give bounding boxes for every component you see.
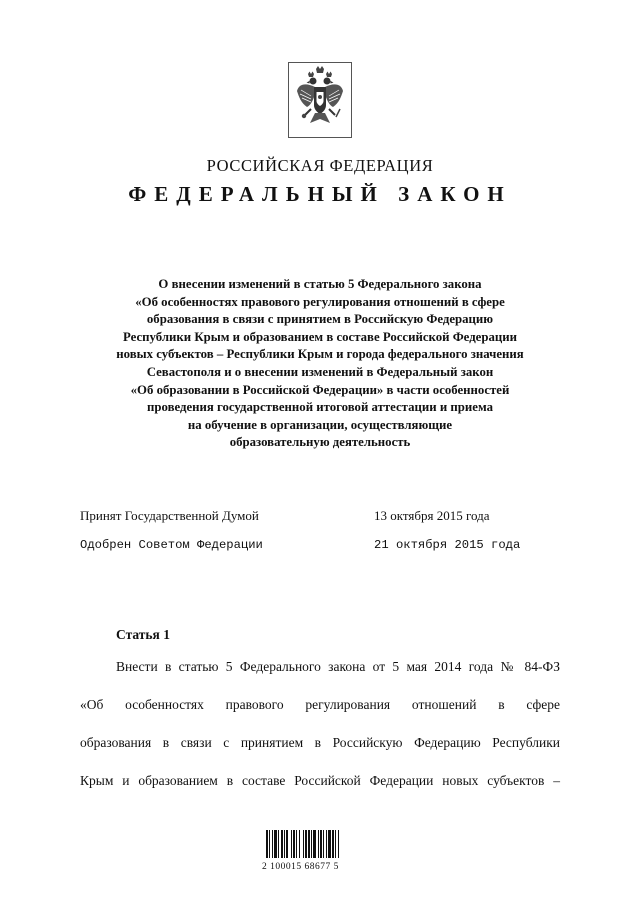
law-title-line: О внесении изменений в статью 5 Федерального закона [158,277,482,291]
law-title-line: проведения государственной итоговой аттестации и приема [147,400,493,415]
document-type: ФЕДЕРАЛЬНЫЙ ЗАКОН [128,182,512,206]
law-title-line: «Об образовании в Российской Федерации» в части особенностей [130,382,510,397]
country-name: РОССИЙСКАЯ ФЕДЕРАЦИЯ [206,156,434,175]
adoption-council-date: 21 октября 2015 года [374,538,521,552]
state-emblem-icon [288,62,352,138]
barcode-number: 2 100015 68677 5 [262,862,339,872]
law-title-line: образовательную деятельность [229,435,411,450]
adoption-duma-label: Принят Государственной Думой [80,508,259,523]
article-heading: Статья 1 [116,627,170,642]
law-title-line: образования в связи с принятием в Российскую Федерацию [146,312,494,327]
article-text-line: Внести в статью 5 Федерального закона от 5 мая 2014 года № 84-ФЗ [116,659,560,674]
law-title-line: Республики Крым и образованием в составе Российской Федерации [123,329,517,344]
law-title [80,276,560,452]
article-text-line: Крым и образованием в составе Российской Федерации новых субъектов – [80,773,560,788]
article-text-line: образования в связи с принятием в Российскую Федерацию Республики [80,735,560,750]
law-title-line: «Об особенностях правового регулирования отношений в сфере [135,294,505,309]
law-title-line: новых субъектов – Республики Крым и города федерального значения [116,347,524,362]
law-title-line: на обучение в организации, осуществляющие [187,417,453,432]
adoption-council-label: Одобрен Советом Федерации [80,538,263,552]
adoption-duma-date: 13 октября 2015 года [374,508,490,523]
law-title-line: Севастополя и о внесении изменений в Федеральный закон [146,364,494,379]
article-text-line: «Об особенностях правового регулирования отношений в сфере [80,697,560,712]
